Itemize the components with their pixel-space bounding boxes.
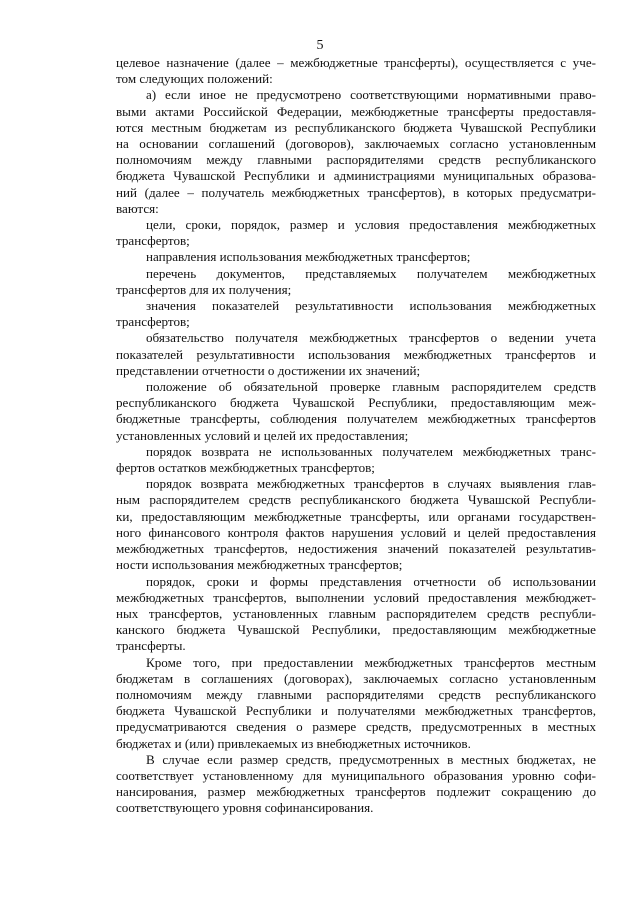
text-line: В случае если размер средств, предусмотренных в местных бюджетах, не xyxy=(146,751,596,767)
text-line: том следующих положений: xyxy=(116,71,273,87)
text-line: положение об обязательной проверке главным распорядителем средств xyxy=(146,379,596,395)
text-line: полномочиям между главными распорядителями средств республиканского xyxy=(116,686,596,702)
text-line: на основании соглашений (договоров), заключаемых согласно установленным xyxy=(116,136,596,152)
text-line: межбюджетных трансфертов, недостижения значений показателей результатив- xyxy=(116,541,596,557)
text-line: порядок возврата не использованных получателем межбюджетных транс- xyxy=(146,443,596,459)
text-line: бюджетам в соглашениях (договорах), заключаемых согласно установленным xyxy=(116,670,596,686)
text-line: представлении отчетности о достижении их значений; xyxy=(116,362,421,378)
paragraph-body xyxy=(116,752,596,817)
page-number: 5 xyxy=(316,38,324,53)
text-line: установленных условий и целей их предоставления; xyxy=(116,427,409,443)
text-line: порядок возврата межбюджетных трансфертов в случаях выявления глав- xyxy=(146,476,596,492)
text-line: фертов остатков межбюджетных трансфертов; xyxy=(116,460,375,476)
text-line: бюджетные трансферты, соблюдения получателем межбюджетных трансфертов xyxy=(116,411,596,427)
paragraph-list-item xyxy=(116,379,596,444)
paragraph-list-item xyxy=(116,217,596,249)
text-line: перечень документов, представляемых получателем межбюджетных xyxy=(146,265,596,281)
text-line: выми актами Российской Федерации, межбюджетные трансферты предоставля- xyxy=(116,103,596,119)
text-line: трансфертов; xyxy=(116,233,190,249)
paragraph-body xyxy=(116,655,596,752)
text-line: ным распорядителем средств республиканского бюджета Чувашской Республи- xyxy=(116,492,596,508)
document-body xyxy=(116,55,596,817)
paragraph-list-item xyxy=(116,476,596,573)
paragraph-continuation xyxy=(116,55,596,87)
text-line: трансфертов для их получения; xyxy=(116,281,292,297)
text-line: цели, сроки, порядок, размер и условия предоставления межбюджетных xyxy=(146,217,596,233)
paragraph-list-item xyxy=(116,330,596,379)
text-line: соответствующего уровня софинансирования. xyxy=(116,800,374,816)
text-line: показателей результативности использования межбюджетных трансфертов и xyxy=(116,346,596,362)
text-line: трансферты. xyxy=(116,638,186,654)
text-line: целевое назначение (далее – межбюджетные трансферты), осуществляется с уче- xyxy=(116,55,596,70)
text-line: ных трансфертов, установленных главным распорядителем средств республи- xyxy=(116,605,596,621)
text-line: полномочиям между главными распорядителями средств республиканского xyxy=(116,152,596,168)
text-line: направления использования межбюджетных трансфертов; xyxy=(146,249,471,265)
text-line: нансирования, размер межбюджетных трансфертов подлежит сокращению до xyxy=(116,784,596,800)
text-line: бюджетах и (или) привлекаемых из внебюджетных источников. xyxy=(116,735,471,751)
text-line: межбюджетных трансфертов, выполнении условий предоставления межбюджет- xyxy=(116,589,596,605)
text-line: бюджета Чувашской Республики и администрациями муниципальных образова- xyxy=(116,168,596,184)
text-line: соответствует установленному для муниципального образования уровню софи- xyxy=(116,767,596,783)
text-line: трансфертов; xyxy=(116,314,190,330)
paragraph-list-item xyxy=(116,266,596,298)
text-line: а) если иное не предусмотрено соответствующими нормативными право- xyxy=(146,87,596,103)
text-line: порядок, сроки и формы представления отчетности об использовании xyxy=(146,573,596,589)
text-line: обязательство получателя межбюджетных трансфертов о ведении учета xyxy=(146,330,596,346)
paragraph-item-a xyxy=(116,87,596,217)
text-line: бюджета Чувашской Республики и получателями межбюджетных трансфертов, xyxy=(116,703,596,719)
text-line: ности использования межбюджетных трансфертов; xyxy=(116,557,403,573)
text-line: значения показателей результативности использования межбюджетных xyxy=(146,298,596,314)
text-line: ного финансового контроля фактов нарушения условий и целей предоставления xyxy=(116,524,596,540)
text-line: Кроме того, при предоставлении межбюджетных трансфертов местным xyxy=(146,654,596,670)
text-line: ний (далее – получатель межбюджетных трансфертов), в которых предусматри- xyxy=(116,184,596,200)
text-line: ки, предоставляющим межбюджетные трансферты, или органами государствен- xyxy=(116,508,596,524)
paragraph-list-item xyxy=(116,249,596,265)
text-line: ются местным бюджетам из республиканского бюджета Чувашской Республики xyxy=(116,119,596,135)
text-line: республиканского бюджета Чувашской Республики, предоставляющим меж- xyxy=(116,395,596,411)
text-line: канского бюджета Чувашской Республики, предоставляющим межбюджетные xyxy=(116,622,596,638)
paragraph-list-item xyxy=(116,444,596,476)
text-line: предусматриваются сведения о размере средств, предусмотренных в местных xyxy=(116,719,596,735)
paragraph-list-item xyxy=(116,298,596,330)
text-line: ваются: xyxy=(116,200,159,216)
paragraph-list-item xyxy=(116,574,596,655)
